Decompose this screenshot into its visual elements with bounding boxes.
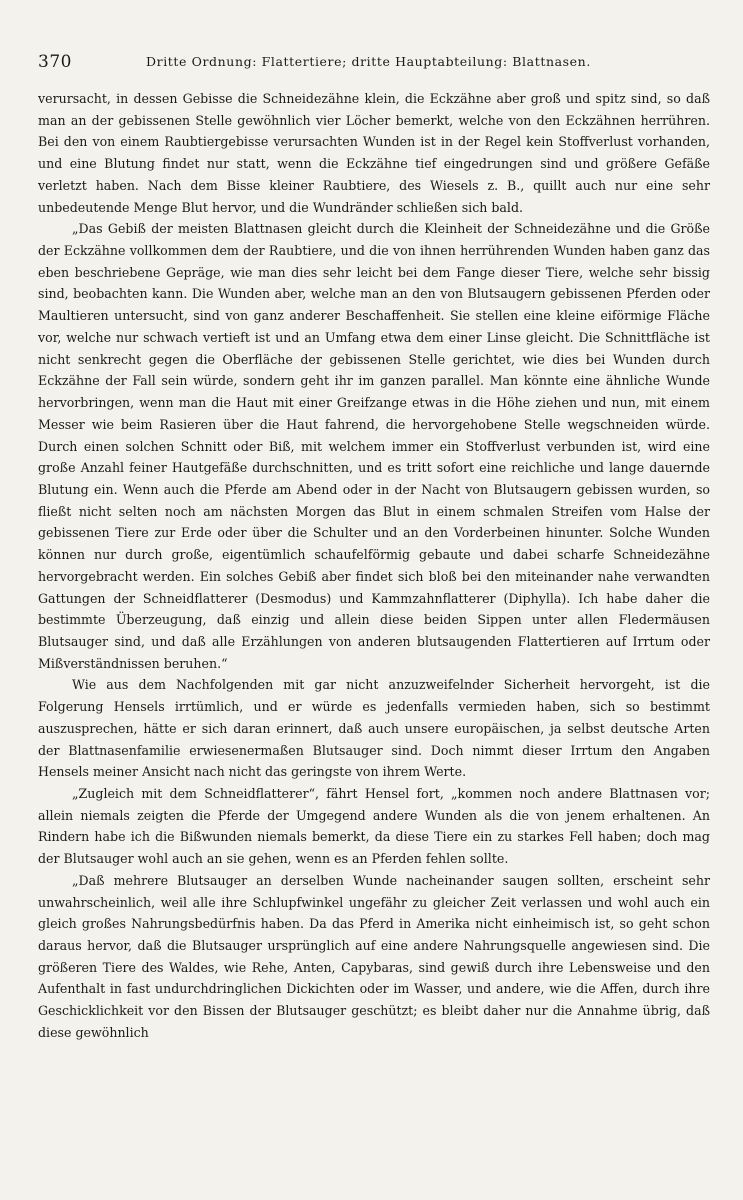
running-head: Dritte Ordnung: Flattertiere; dritte Hauptabteilung: Blattnasen. — [146, 54, 591, 69]
page-number: 370 — [38, 52, 72, 72]
book-page — [38, 52, 710, 1044]
body-text — [38, 88, 710, 1044]
page-header — [38, 52, 710, 78]
paragraph: „Daß mehrere Blutsauger an derselben Wunde nacheinander saugen sollten, erscheint sehr unwahrscheinlich, weil alle ihre Schlupfwinkel ungefähr zu gleicher Zeit verlassen und wohl auch ein gleich großes Nahrungsbedürfnis haben. Da das Pferd in Amerika nicht einheimisch ist, so geht schon daraus hervor, daß die Blutsauger ursprünglich auf eine andere Nahrungsquelle angewiesen sind. Die größeren Tiere des Waldes, wie Rehe, Anten, Capybaras, sind gewiß durch ihre Lebensweise und den Aufenthalt in fast undurchdringlichen Dickichten oder im Wasser, und andere, wie die Affen, durch ihre Geschicklichkeit vor den Bissen der Blutsauger geschützt; es bleibt daher nur die Annahme übrig, daß diese gewöhnlich — [38, 872, 710, 1040]
paragraph: „Zugleich mit dem Schneidflatterer“, fährt Hensel fort, „kommen noch andere Blattnasen vor; allein niemals zeigten die Pferde der Umgegend andere Wunden als die von jenem erhaltenen. An Rindern habe ich die Bißwunden niemals bemerkt, da diese Tiere ein zu starkes Fell haben; doch mag der Blutsauger wohl auch an sie gehen, wenn es an Pferden fehlen sollte. — [38, 786, 710, 867]
paragraph: verursacht, in dessen Gebisse die Schneidezähne klein, die Eckzähne aber groß und spitz sind, so daß man an der gebissenen Stelle gewöhnlich vier Löcher bemerkt, welche von den Eckzähnen herrühren. Bei den von einem Raubtiergebisse verursachten Wunden ist in der Regel kein Stoffverlust vorhanden, und eine Blutung findet nur statt, wenn die Eckzähne tief eingedrungen sind und größere Gefäße verletzt haben. Nach dem Bisse kleiner Raubtiere, des Wiesels z. B., quillt auch nur eine sehr unbedeutende Menge Blut hervor, und die Wundränder schließen sich bald. — [38, 91, 710, 215]
paragraph: „Das Gebiß der meisten Blattnasen gleicht durch die Kleinheit der Schneidezähne und die Größe der Eckzähne vollkommen dem der Raubtiere, und die von ihnen herrührenden Wunden haben ganz das eben beschriebene Gepräge, wie man dies sehr leicht bei dem Fange dieser Tiere, welche sehr bissig sind, beobachten kann. Die Wunden aber, welche man an den von Blutsaugern gebissenen Pferden oder Maultieren untersucht, sind von ganz anderer Beschaffenheit. Sie stellen eine kleine eiförmige Fläche vor, welche nur schwach vertieft ist und an Umfang etwa dem einer Linse gleicht. Die Schnittfläche ist nicht senkrecht gegen die Oberfläche der gebissenen Stelle gerichtet, wie dies bei Wunden durch Eckzähne der Fall sein würde, sondern geht ihr im ganzen parallel. Man könnte eine ähnliche Wunde hervorbringen, wenn man die Haut mit einer Greifzange etwas in die Höhe ziehen und nun, mit einem Messer wie beim Rasieren über die Haut fahrend, die hervorgehobene Stelle wegschneiden würde. Durch einen solchen Schnitt oder Biß, mit welchem immer ein Stoffverlust verbunden ist, wird eine große Anzahl feiner Hautgefäße durchschnitten, und es tritt sofort eine reichliche und lange dauernde Blutung ein. Wenn auch die Pferde am Abend oder in der Nacht von Blutsaugern gebissen wurden, so fließt nicht selten noch am nächsten Morgen das Blut in einem schmalen Streifen vom Halse der gebissenen Tiere zur Erde oder über die Schulter und an den Vorderbeinen hinunter. Solche Wunden können nur durch große, eigentümlich schaufelförmig gebaute und dabei scharfe Schneidezähne hervorgebracht werden. Ein solches Gebiß aber findet sich bloß bei den miteinander nahe verwandten Gattungen der Schneidflatterer (Desmodus) und Kammzahnflatterer (Diphylla). Ich habe daher die bestimmte Überzeugung, daß einzig und allein diese beiden Sippen unter allen Fledermäusen Blutsauger sind, und daß alle Erzählungen von anderen blutsaugenden Flattertieren auf Irrtum oder Mißverständnissen beruhen.“ — [38, 221, 710, 671]
paragraph: Wie aus dem Nachfolgenden mit gar nicht anzuzweifelnder Sicherheit hervorgeht, ist die Folgerung Hensels irrtümlich, und er würde es jedenfalls vermieden haben, sich so bestimmt auszusprechen, hätte er sich daran erinnert, daß auch unsere europäischen, ja selbst deutsche Arten der Blattnasenfamilie erwiesenermaßen Blutsauger sind. Doch nimmt dieser Irrtum den Angaben Hensels meiner Ansicht nach nicht das geringste von ihrem Werte. — [38, 677, 710, 780]
